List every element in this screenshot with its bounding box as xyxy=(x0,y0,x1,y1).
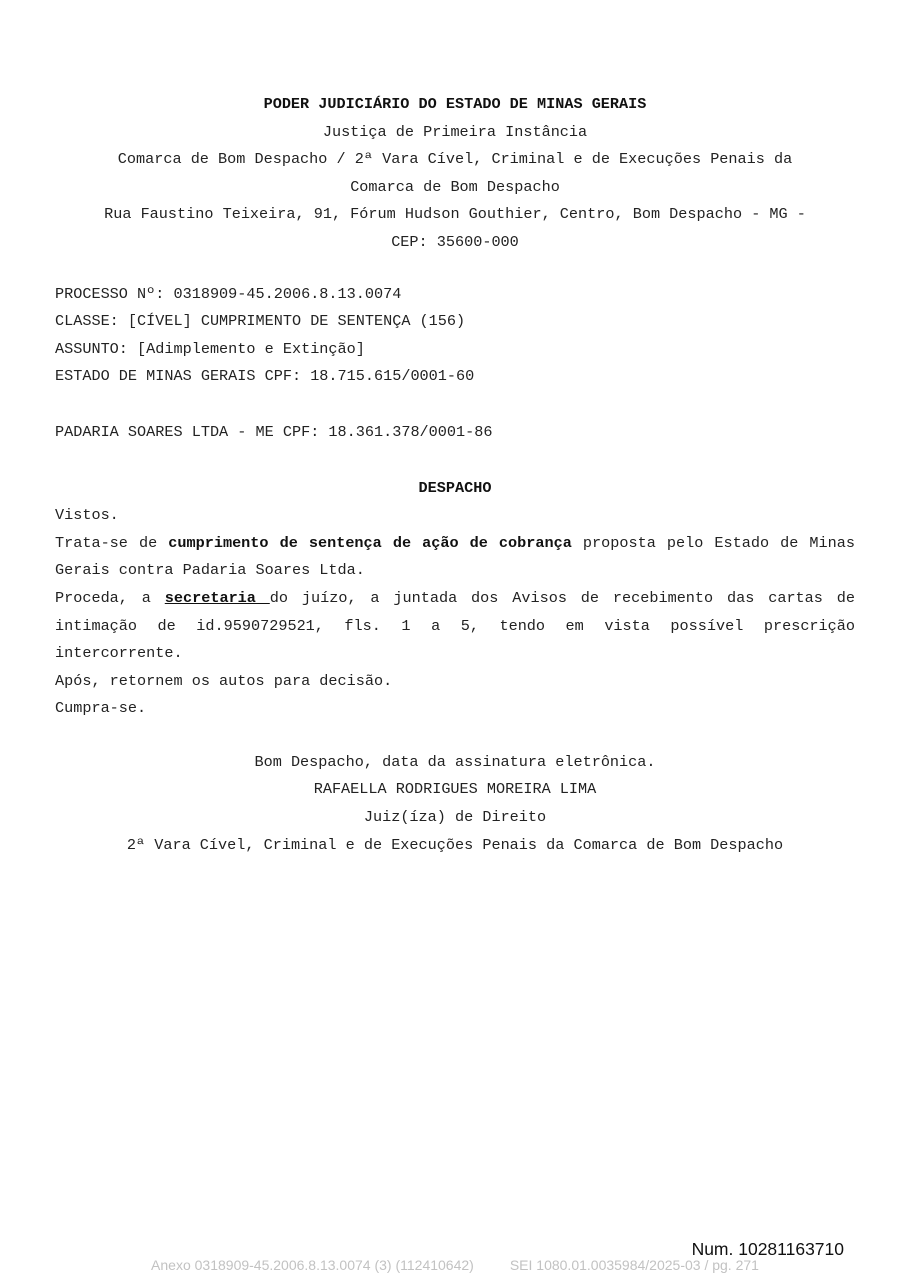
signature-place-date: Bom Despacho, data da assinatura eletrônica. xyxy=(254,752,656,771)
case-subject: ASSUNTO: [Adimplemento e Extinção] xyxy=(55,339,365,358)
comarca-line-1: Comarca de Bom Despacho / 2ª Vara Cível, Criminal e de Execuções Penais da xyxy=(117,150,793,169)
spacer xyxy=(55,391,855,419)
comarca-line-2: Comarca de Bom Despacho xyxy=(350,177,560,196)
footer-stamp xyxy=(0,1257,910,1273)
address-line-1: Rua Faustino Teixeira, 91, Fórum Hudson Gouthier, Centro, Bom Despacho - MG - xyxy=(104,205,806,224)
document-number: Num. 10281163710 xyxy=(691,1239,844,1259)
case-class: CLASSE: [CÍVEL] CUMPRIMENTO DE SENTENÇA (156) xyxy=(55,312,466,331)
signature-court-unit: 2ª Vara Cível, Criminal e de Execuções Penais da Comarca de Bom Despacho xyxy=(126,835,784,854)
case-number: PROCESSO Nº: 0318909-45.2006.8.13.0074 xyxy=(55,284,402,303)
document-page xyxy=(55,91,855,859)
spacer xyxy=(55,447,855,475)
annex-reference: Anexo 0318909-45.2006.8.13.0074 (3) (112410642) xyxy=(151,1257,474,1273)
spacer xyxy=(55,257,855,281)
paragraph-text: proposta pelo Estado de Minas Gerais contra Padaria Soares Ltda. xyxy=(55,533,855,580)
case-plaintiff: ESTADO DE MINAS GERAIS CPF: 18.715.615/0001-60 xyxy=(55,367,475,386)
order-title: DESPACHO xyxy=(418,478,492,497)
spacer xyxy=(55,723,855,749)
address-line-2: CEP: 35600-000 xyxy=(391,232,519,251)
order-paragraph-4: Cumpra-se. xyxy=(55,699,147,718)
instance-line: Justiça de Primeira Instância xyxy=(322,122,588,141)
paragraph-text: Trata-se de xyxy=(55,533,169,552)
paragraph-text: Proceda, a xyxy=(55,588,165,607)
order-paragraph-2 xyxy=(55,585,855,668)
order-paragraph-1 xyxy=(55,530,855,585)
signature-judge-name: RAFAELLA RODRIGUES MOREIRA LIMA xyxy=(313,780,597,799)
court-heading: PODER JUDICIÁRIO DO ESTADO DE MINAS GERAIS xyxy=(263,95,647,113)
paragraph-text: do juízo, a juntada dos Avisos de recebimento das cartas de intimação de id.9590729521, fls. 1 a 5, tendo em vista possível prescrição intercorrente. xyxy=(55,588,855,663)
emphasized-text: cumprimento de sentença de ação de cobrança xyxy=(168,533,572,552)
case-defendant: PADARIA SOARES LTDA - ME CPF: 18.361.378/0001-86 xyxy=(55,422,493,441)
emphasized-text: secretaria xyxy=(164,588,270,607)
order-paragraph-3: Após, retornem os autos para decisão. xyxy=(55,671,393,690)
signature-judge-title: Juiz(íza) de Direito xyxy=(363,808,547,827)
order-opening: Vistos. xyxy=(55,506,119,525)
sei-reference: SEI 1080.01.0035984/2025-03 / pg. 271 xyxy=(509,1257,759,1273)
